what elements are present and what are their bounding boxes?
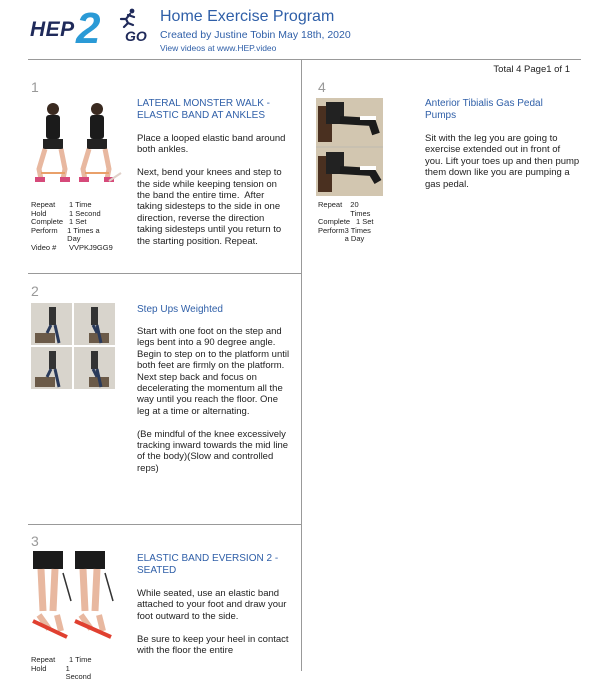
param-value: 1 Second [69, 208, 101, 218]
exercise-number: 3 [31, 533, 39, 549]
page-header [0, 0, 600, 60]
param-value: 3 Times a Day [344, 225, 371, 244]
param-key: Perform [318, 225, 345, 235]
created-by-line: Created by Justine Tobin May 18th, 2020 [160, 29, 351, 41]
header-divider [28, 59, 581, 60]
param-key: Hold [31, 208, 47, 218]
runner-icon [116, 8, 138, 28]
param-key: Video # [31, 242, 57, 252]
param-row [318, 201, 376, 218]
exercise-image[interactable] [31, 303, 115, 389]
hep2go-logo[interactable] [30, 4, 152, 53]
param-key: Repeat [31, 200, 56, 209]
video-link[interactable]: View videos at www.HEP.video [160, 43, 277, 53]
exercise-description: Place a looped elastic band around both ankles. Next, bend your knees and step to the side while keeping tension on the band the entire time. After taking sidesteps to the side in one direction, reverse the direction taking sidesteps until you return to the starting position. Repeat. [137, 133, 286, 247]
param-value: 1 Time [69, 655, 92, 664]
exercise-image[interactable] [316, 98, 383, 196]
param-row [318, 227, 376, 244]
param-key: Hold [31, 663, 47, 673]
exercise-image[interactable] [31, 551, 115, 641]
exercise-title[interactable]: Anterior Tibialis Gas Pedal Pumps [425, 98, 543, 121]
param-value: 1 Times a Day [67, 225, 100, 244]
page-title: Home Exercise Program [160, 8, 335, 25]
exercise-image[interactable] [31, 97, 127, 197]
param-key: Complete [318, 217, 351, 227]
exercise-number: 4 [318, 79, 326, 95]
param-value: VVPKJ9GG9 [69, 242, 113, 252]
exercise-description: Start with one foot on the step and legs bent into a 90 degree angle. Begin to step on to the platform until both feet are firmly on the platform. Next step back and focus on decelerating the momentum all the way until you reach the floor. One leg at a time or alternating. (Be mindful of the knee excessively tracking inward towards the mid line of the body)(Slow and controlled reps) [137, 326, 290, 474]
param-row [31, 244, 113, 253]
exercise-description: Sit with the leg you are going to exercise extended out in front of you. Lift your toes up and then pump them down like you are pumping a gas pedal. [425, 133, 582, 190]
param-key: Repeat [318, 200, 343, 209]
exercise-divider [28, 524, 301, 525]
exercise-params [318, 201, 376, 244]
param-value: 1 Second [65, 663, 92, 682]
logo-hep-text: HEP [30, 18, 75, 41]
exercise-title[interactable]: LATERAL MONSTER WALK - ELASTIC BAND AT ANKLES [137, 98, 270, 121]
logo-two-text: 2 [76, 4, 101, 53]
exercise-params [31, 201, 113, 253]
param-value: 1 Time [69, 200, 92, 209]
param-value: 1 Set [356, 217, 374, 227]
param-key: Repeat [31, 655, 56, 664]
exercise-description: While seated, use an elastic band attached to your foot and draw your foot outward to the side. Be sure to keep your heel in contact with the floor the entire [137, 588, 289, 657]
exercise-number: 1 [31, 79, 39, 95]
param-key: Complete [31, 217, 64, 227]
column-divider [301, 59, 302, 671]
exercise-divider [28, 273, 301, 274]
exercise-title[interactable]: ELASTIC BAND EVERSION 2 - SEATED [137, 553, 279, 576]
param-value: 20 Times [350, 200, 371, 218]
param-row [31, 665, 94, 682]
param-row [31, 227, 113, 244]
exercise-params [31, 656, 94, 682]
logo-go-text: GO [125, 28, 147, 44]
param-value: 1 Set [69, 217, 87, 227]
param-key: Perform [31, 225, 58, 235]
page-totals: Total 4 Page1 of 1 [493, 64, 570, 75]
exercise-number: 2 [31, 283, 39, 299]
exercise-title[interactable]: Step Ups Weighted [137, 304, 223, 315]
